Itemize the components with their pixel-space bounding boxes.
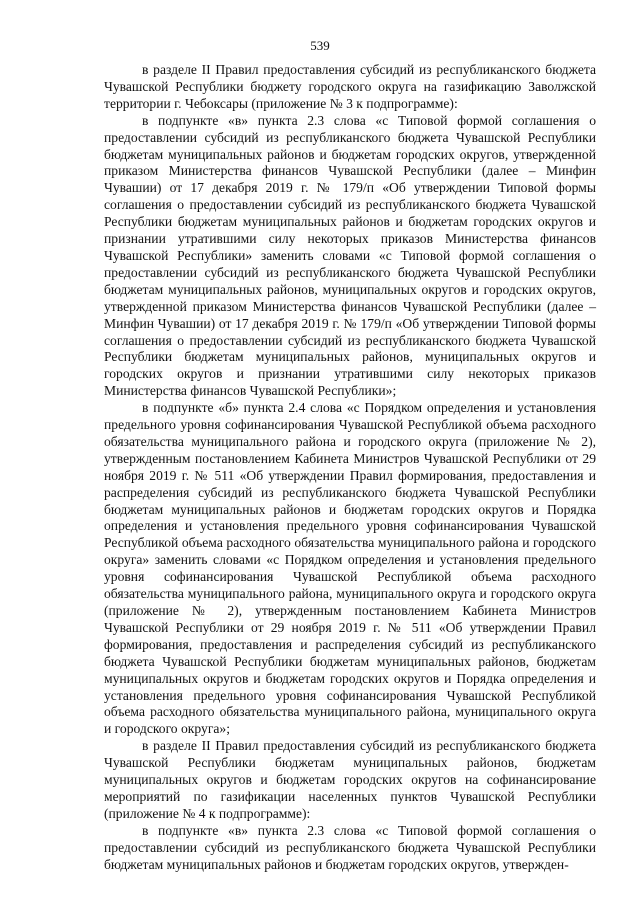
paragraph: в подпункте «в» пункта 2.3 слова «с Типовой формой соглашения о предоставлении субсидий из республиканского бюджета Чувашской Республики бюджетам муниципальных районов и бюджетам городских округов, утвержденной приказом Министерства финансов Чувашской Республики (далее – Минфин Чувашии) от 17 декабря 2019 г. № 179/п «Об утверждении Типовой формы соглашения о предоставлении субсидий из республиканского бюджета Чувашской Республики бюджетам муниципальных районов и бюджетам городских округов и признании утратившими силу некоторых приказов Министерства финансов Чувашской Республики» заменить словами «с Типовой формой соглашения о предоставлении субсидий из республиканского бюджета Чувашской Республики бюджетам муниципальных районов, муниципальных округов и городских округов, утвержденной приказом Министерства финансов Чувашской Республики (далее – Минфин Чувашии) от 17 декабря 2019 г. № 179/п «Об утверждении Типовой формы соглашения о предоставлении субсидий из республиканского бюджета Чувашской Республики бюджетам муниципальных районов, муниципальных округов и городских округов и признании утратившими силу некоторых приказов Министерства финансов Чувашской Республики»; — [104, 112, 596, 399]
paragraph: в разделе II Правил предоставления субсидий из республиканского бюджета Чувашской Республики бюджету городского округа на газификацию Заволжской территории г. Чебоксары (приложение № 3 к подпрограмме): — [104, 62, 596, 111]
page-number: 539 — [310, 38, 330, 53]
paragraph: в разделе II Правил предоставления субсидий из республиканского бюджета Чувашской Республики бюджетам муниципальных районов, бюджетам муниципальных округов и бюджетам городских округов на софинансирование мероприятий по газификации населенных пунктов Чувашской Республики (приложение № 4 к подпрограмме): — [104, 738, 596, 821]
document-body — [104, 62, 596, 874]
paragraph: в подпункте «в» пункта 2.3 слова «с Типовой формой соглашения о предоставлении субсидий из республиканского бюджета Чувашской Республики бюджетам муниципальных районов и бюджетам городских округов, утвержден- — [104, 822, 596, 872]
paragraph: в подпункте «б» пункта 2.4 слова «с Порядком определения и установления предельного уровня софинансирования Чувашской Республикой объема расходного обязательства муниципального района и городского округа (приложение № 2), утвержденным постановлением Кабинета Министров Чувашской Республики от 29 ноября 2019 г. № 511 «Об утверждении Правил формирования, предоставления и распределения субсидий из республиканского бюджета Чувашской Республики бюджетам муниципальных районов и бюджетам городских округов и Порядка определения и установления предельного уровня софинансирования Чувашской Республикой объема расходного обязательства муниципального района и городского округа» заменить словами «с Порядком определения и установления предельного уровня софинансирования Чувашской Республикой объема расходного обязательства муниципального района, муниципального округа и городского округа (приложение № 2), утвержденным постановлением Кабинета Министров Чувашской Республики от 29 ноября 2019 г. № 511 «Об утверждении Правил формирования, предоставления и распределения субсидий из республиканского бюджета Чувашской Республики бюджетам муниципальных районов, бюджетам муниципальных округов и бюджетам городских округов и Порядка определения и установления предельного уровня софинансирования Чувашской Республикой объема расходного обязательства муниципального района, муниципального округа и городского округа»; — [104, 400, 596, 737]
